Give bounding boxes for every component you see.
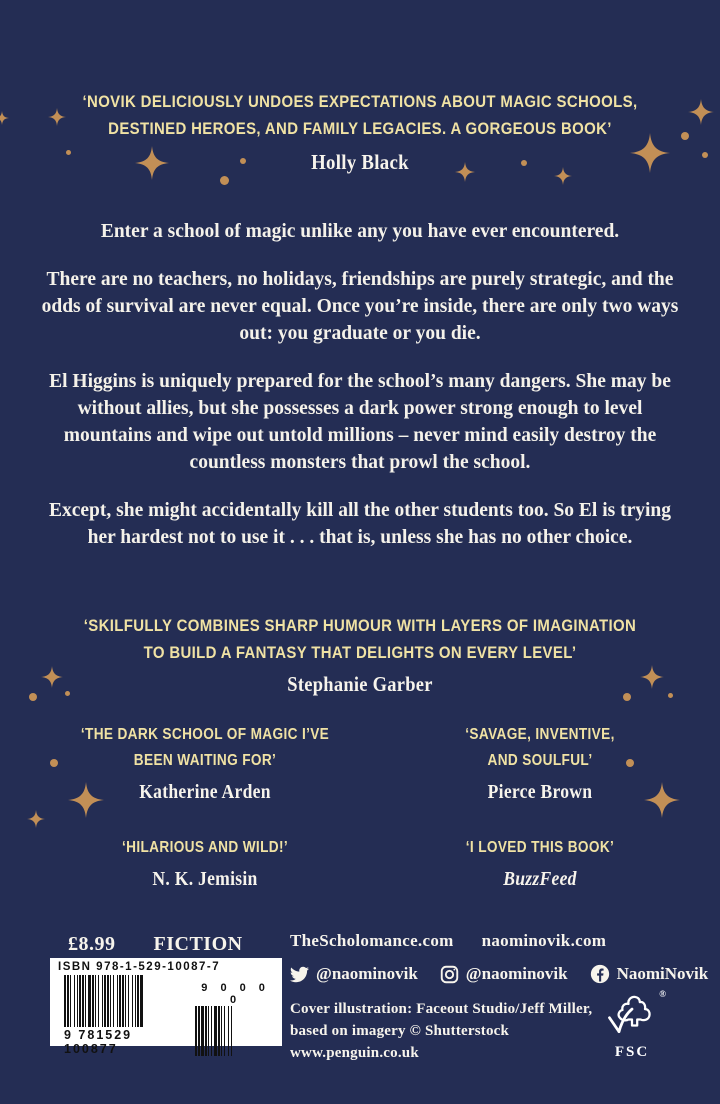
top-review-quote: [70, 88, 651, 176]
credit-line: Cover illustration: Faceout Studio/Jeff Miller,: [290, 1001, 593, 1017]
footer: [0, 925, 720, 1104]
price-row: [68, 933, 278, 956]
facebook-icon: [590, 964, 610, 984]
barcode-bars: [64, 975, 181, 1027]
middle-review-quote: [78, 612, 641, 698]
synopsis: [40, 218, 680, 572]
instagram-icon: [440, 965, 459, 984]
fsc-logo: [600, 989, 666, 1061]
website-scholomance: TheScholomance.com: [290, 931, 454, 950]
website-naominovik: naominovik.com: [481, 931, 607, 950]
category-label: FICTION: [153, 933, 243, 955]
quote-text: ‘HILARIOUS AND WILD!’: [121, 839, 288, 856]
ean-digits: 9 781529 100877: [64, 1028, 133, 1056]
quote-text: ‘THE DARK SCHOOL OF MAGIC I’VE BEEN WAITING FOR’: [80, 726, 330, 769]
credit-line: www.penguin.co.uk: [290, 1045, 419, 1061]
sparkle-icon: [0, 111, 9, 125]
registered-mark: ®: [659, 989, 666, 999]
synopsis-paragraph: There are no teachers, no holidays, friendships are purely strategic, and the odds of survival are never equal. Once you’re inside, there are only two ways out: you graduate or you die.: [41, 269, 679, 344]
quote-attribution: Pierce Brown: [487, 781, 593, 803]
sparkle-icon: [640, 665, 664, 689]
sparkle-icon: [48, 108, 66, 126]
quote-text: ‘I LOVED THIS BOOK’: [465, 839, 615, 856]
sparkle-icon: [41, 666, 63, 688]
twitter-handle: @naominovik: [316, 964, 418, 983]
review-quote-jemisin: [73, 835, 337, 892]
quote-attribution: BuzzFeed: [503, 868, 577, 890]
sparkle-icon: [688, 99, 714, 125]
barcode-bars: [195, 1006, 276, 1056]
credit-line: based on imagery © Shutterstock: [290, 1023, 510, 1039]
dot-icon: [220, 176, 229, 185]
sparkle-icon: [27, 810, 45, 828]
dot-icon: [681, 132, 689, 140]
addon-barcode: [195, 982, 276, 1056]
barcode: [50, 958, 282, 1056]
review-quote-buzzfeed: [408, 835, 672, 892]
quote-attribution: Holly Black: [311, 150, 409, 174]
dot-icon: [65, 691, 70, 696]
review-quote-brown: [408, 722, 672, 805]
quote-attribution: Stephanie Garber: [287, 672, 433, 696]
instagram-handle: @naominovik: [465, 964, 568, 983]
synopsis-paragraph: El Higgins is uniquely prepared for the school’s many dangers. She may be without allies, but she possesses a dark power strong enough to level mountains and wipe out untold millions – never mind easily destroy the countless monsters that prowl the school.: [49, 371, 671, 473]
addon-digits: 9 0 0 0 0: [201, 982, 270, 1006]
ean-barcode: [64, 975, 181, 1056]
quote-text: ‘SAVAGE, INVENTIVE, AND SOULFUL’: [465, 726, 615, 769]
fsc-tree-icon: [606, 993, 658, 1039]
quote-attribution: N. K. Jemisin: [152, 868, 258, 890]
dot-icon: [702, 152, 708, 158]
facebook-handle: NaomiNovik: [616, 964, 709, 983]
social-row: [290, 964, 720, 984]
synopsis-paragraph: Except, she might accidentally kill all the other students too. So El is trying her hardest not to use it . . . that is, unless she has no other choice.: [48, 500, 672, 548]
dot-icon: [668, 693, 673, 698]
quote-attribution: Katherine Arden: [139, 781, 271, 803]
review-quote-arden: [73, 722, 337, 805]
quote-text: ‘SKILFULLY COMBINES SHARP HUMOUR WITH LAYERS OF IMAGINATION TO BUILD A FANTASY THAT DELIGHTS ON EVERY LEVEL’: [83, 616, 637, 662]
isbn-label: ISBN 978-1-529-10087-7: [58, 961, 221, 973]
dot-icon: [29, 693, 37, 701]
synopsis-paragraph: Enter a school of magic unlike any you have ever encountered.: [100, 221, 620, 242]
fsc-label: FSC: [614, 1044, 650, 1060]
dot-icon: [50, 759, 58, 767]
price: £8.99: [68, 933, 116, 955]
twitter-icon: [290, 965, 309, 984]
quote-text: ‘NOVIK DELICIOUSLY UNDOES EXPECTATIONS ABOUT MAGIC SCHOOLS, DESTINED HEROES, AND FAMILY LEGACIES. A GORGEOUS BOOK’: [82, 92, 638, 138]
